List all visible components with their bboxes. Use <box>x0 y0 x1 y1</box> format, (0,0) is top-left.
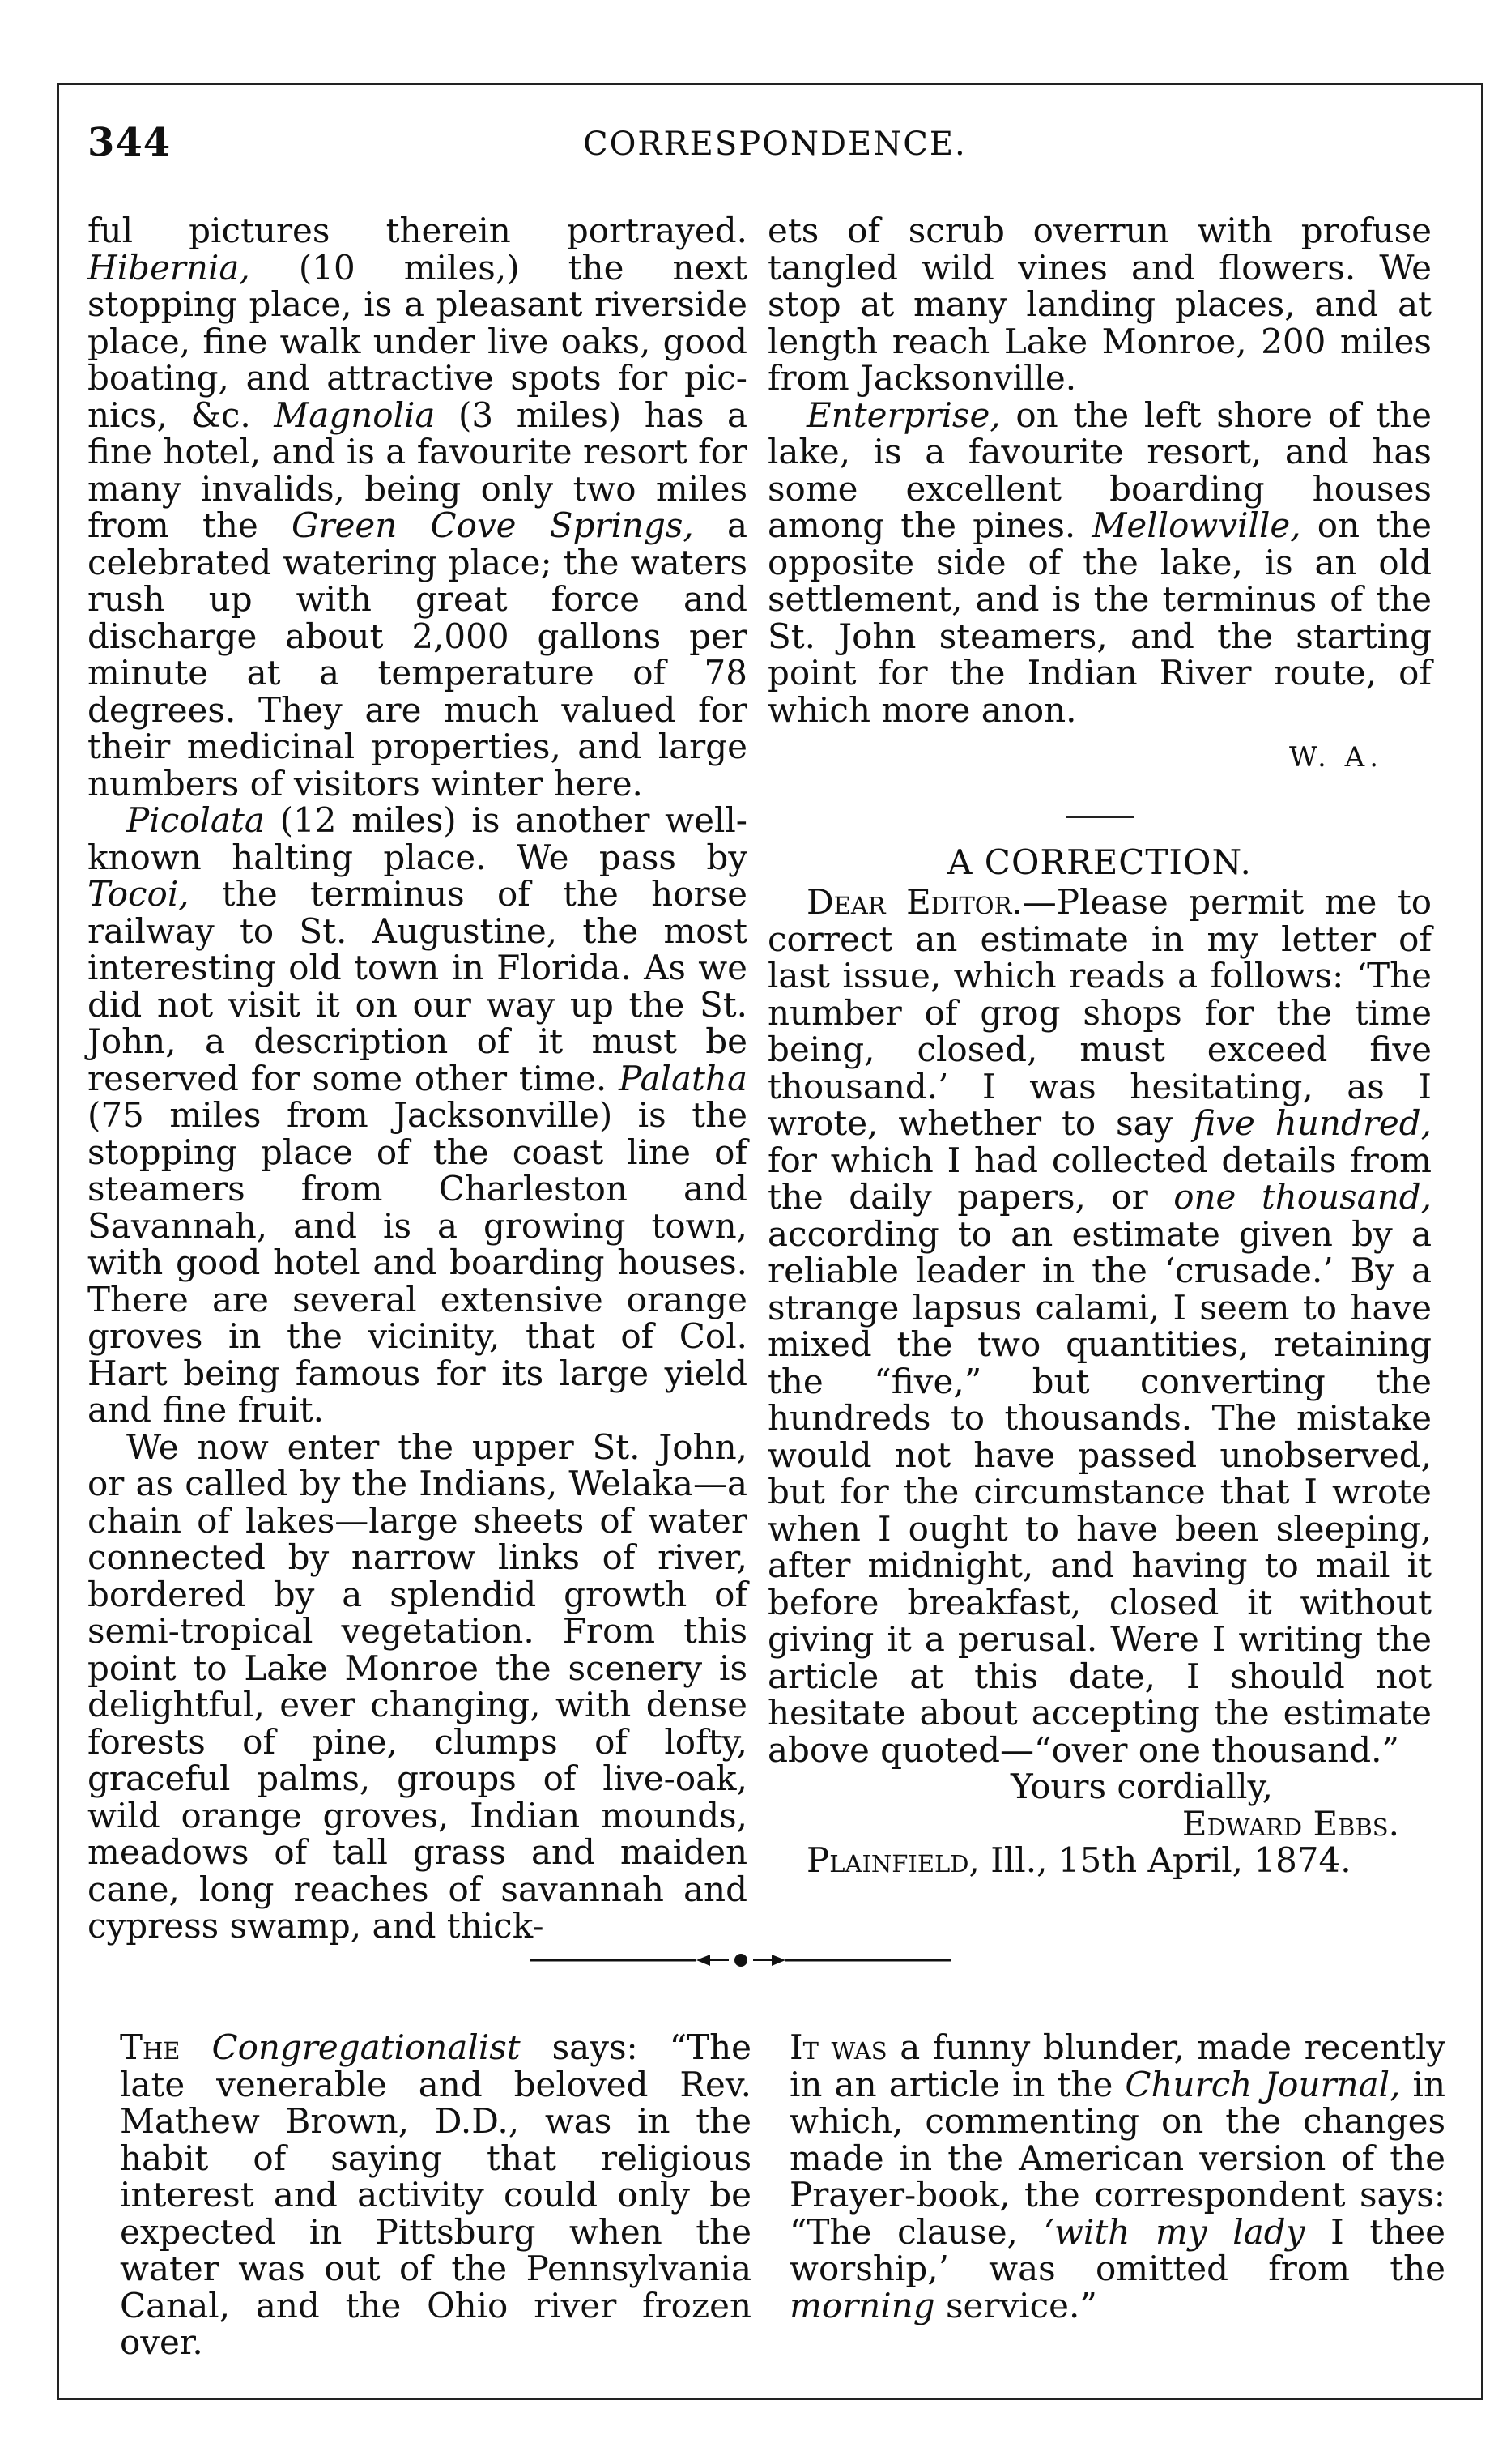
text-run: ‘with my <box>1043 2211 1233 2252</box>
bottom-left-column <box>120 2029 751 2361</box>
text-run: for which I had collected details from the daily papers, or <box>768 1140 1432 1217</box>
paragraph-upper-st-john: We now enter the upper St. John, or as called by the Indians, Welaka—a chain of lakes—large sheets of water connected by narrow links of river, bordered by a splendid growth of semi-tropical vegetation. From this point to Lake Monroe the scenery is delightful, ever changing, with dense forests of pine, clumps of lofty, graceful palms, groups of live-oak, wild orange groves, Indian mounds, meadows of tall grass and maiden cane, long reaches of savannah and cypress swamp, and thick- <box>87 1426 747 1946</box>
text-run: a celebrated watering place; the waters rush up with great force and discharge about 2,000 gallons per minute at a temperature of 78 degrees. They are much valued for their medicinal properties, and large numbers of visitors winter here. <box>87 505 748 804</box>
place-name-palatha: Palatha <box>619 1058 747 1098</box>
page-number: 344 <box>87 120 172 165</box>
place-name-tocoi: Tocoi, <box>87 874 189 914</box>
section-divider <box>1066 816 1134 818</box>
lead-word: The <box>120 2027 181 2067</box>
emphasis-lady: lady <box>1232 2211 1305 2252</box>
text-run: on the opposite side of the lake, is an old settlement, and is the terminus of the St. John steamers, and the starting point for the Indian River route, of which more anon. <box>768 505 1432 730</box>
right-column <box>768 212 1432 1879</box>
place-name-magnolia: Magnolia <box>274 394 436 435</box>
text-run: I thee worship,’ was omitted from the <box>790 2211 1446 2288</box>
top-border-rule <box>57 83 1483 85</box>
text-run: on the left shore of the lake, is a favourite resort, and has some excellent boarding houses among the pines. <box>768 394 1432 545</box>
text-run: a funny blunder, made recently in an article in the <box>790 2027 1445 2104</box>
place-name-picolata: Picolata <box>126 800 265 840</box>
paragraph-congregationalist <box>120 2029 751 2361</box>
author-signature: W. A. <box>1289 741 1383 774</box>
divider-diamond-right <box>772 1955 785 1966</box>
paragraph-hibernia <box>87 212 747 802</box>
paragraph-correction-letter <box>768 884 1432 1768</box>
emphasis-five-hundred: five hundred, <box>1193 1103 1432 1143</box>
text-run: —Please permit me to correct an estimate in my letter of last issue, which reads a follows: ‘The number of grog shops for the time being, closed, must exceed five thousand.’ I was hesitating, as I wrote, whether to say <box>768 882 1432 1143</box>
text-run: (10 miles,) the next stopping place, is a pleasant riverside place, fine walk under live oaks, good boating, and attractive spots for pic-nics, &c. <box>87 247 747 435</box>
paragraph-enterprise <box>768 394 1432 730</box>
text-run: (12 miles) is another well-known halting place. We pass by <box>87 800 747 877</box>
letter-closing: Yours cordially, <box>1011 1767 1274 1806</box>
letter-place-date <box>768 1842 1432 1879</box>
paragraph-funny-blunder <box>790 2029 1445 2324</box>
publication-name: Congregationalist <box>211 2027 521 2067</box>
paragraph-lake-monroe: ets of scrub overrun with profuse tangled wild vines and flowers. We stop at many landing places, and at length reach Lake Monroe, 200 miles from Jacksonville. <box>768 211 1432 398</box>
divider-diamond-left <box>696 1955 710 1966</box>
text-run: according to an estimate given by a reliable leader in the ‘crusade.’ By a strange lapsus calami, I seem to have mixed the two quantities, retaining the “five,” but converting the hundreds to thousands. The mistake would not have passed unobserved, but for the circumstance that I wrote when I ought to have been sleeping, after midnight, and having to mail it before breakfast, closed it without giving it a perusal. Were I writing the article at this date, I should not hesitate about accepting the estimate above quoted—“over one thousand.” <box>768 1213 1432 1770</box>
divider-dot <box>734 1954 747 1967</box>
text-run: (75 miles from Jacksonville) is the stopping place of the coast line of steamers from Charleston and Savannah, and is a growing town, with good hotel and boarding houses. There are several extensive orange groves in the vicinity, that of Col. Hart being famous for its large yield and fine fruit. <box>87 1095 747 1430</box>
section-heading: A CORRECTION. <box>947 842 1252 882</box>
text-run: ful pictures therein portrayed. <box>87 211 747 250</box>
place-name-mellowville: Mellowville, <box>1092 505 1301 545</box>
bottom-right-column <box>790 2029 1445 2324</box>
right-border-rule <box>1481 83 1483 2400</box>
emphasis-one-thousand: one thousand, <box>1173 1177 1432 1217</box>
place-name: Plainfield, <box>807 1840 980 1880</box>
text-run: in which, commenting on the changes made in the American version of the Prayer-book, the correspondent says: “The clause, <box>790 2064 1445 2252</box>
text-run: the terminus of the horse railway to St. Augustine, the most interesting old town in Florida. As we did not visit it on our way up the St. John, a description of it must be reserved for some other time. <box>87 874 747 1098</box>
place-name-green-cove-springs: Green Cove Springs, <box>291 505 694 545</box>
paragraph-picolata <box>87 802 747 1429</box>
publication-name: Church Journal, <box>1125 2064 1401 2104</box>
place-name-enterprise: Enterprise, <box>807 394 1001 435</box>
running-head: CORRESPONDENCE. <box>583 126 967 163</box>
letter-author-name: Edward Ebbs. <box>1181 1803 1399 1844</box>
date-text: Ill., 15th April, 1874. <box>979 1840 1351 1880</box>
emphasis-morning: morning <box>790 2285 935 2325</box>
text-run: says: “The late venerable and beloved Rev. Mathew Brown, D.D., was in the habit of saying that religious interest and activity could only be expected in Pittsburg when the water was out of the Pennsylvania Canal, and the Ohio river frozen over. <box>120 2027 751 2362</box>
text-run: service.” <box>934 2285 1097 2325</box>
ornamental-divider <box>530 1948 951 1972</box>
left-border-rule <box>57 83 59 2400</box>
bottom-border-rule <box>57 2398 1483 2400</box>
left-column <box>87 212 747 1945</box>
text-run: (3 miles) has a fine hotel, and is a favourite resort for many invalids, being only two miles from the <box>87 394 747 545</box>
place-name-hibernia: Hibernia, <box>87 247 250 288</box>
lead-words: It was <box>790 2027 887 2067</box>
salutation: Dear Editor. <box>807 882 1023 922</box>
